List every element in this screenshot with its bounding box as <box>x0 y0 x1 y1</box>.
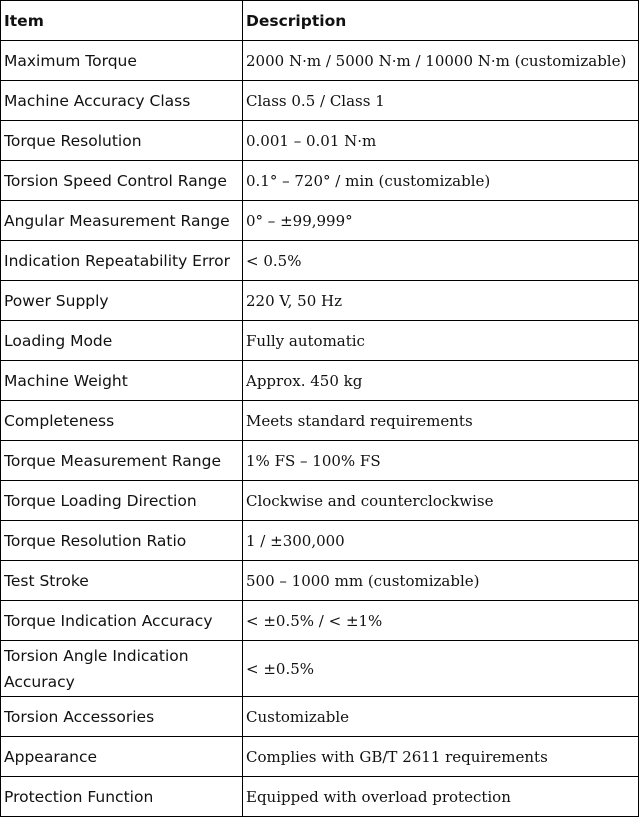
table-row <box>1 777 639 817</box>
table-row <box>1 81 639 121</box>
item-cell: Power Supply <box>1 281 243 321</box>
table-row <box>1 641 639 697</box>
item-cell: Torque Resolution Ratio <box>1 521 243 561</box>
item-cell: Loading Mode <box>1 321 243 361</box>
item-cell: Torque Resolution <box>1 121 243 161</box>
item-cell: Torque Measurement Range <box>1 441 243 481</box>
description-cell: < 0.5% <box>243 241 639 281</box>
description-cell: < ±0.5% <box>243 641 639 697</box>
description-cell: Customizable <box>243 697 639 737</box>
item-cell: Torque Indication Accuracy <box>1 601 243 641</box>
description-cell: 0.001 – 0.01 N·m <box>243 121 639 161</box>
item-cell: Torque Loading Direction <box>1 481 243 521</box>
item-cell: Torsion Angle Indication Accuracy <box>1 641 243 697</box>
description-cell: 1 / ±300,000 <box>243 521 639 561</box>
table-row <box>1 361 639 401</box>
item-cell: Appearance <box>1 737 243 777</box>
description-cell: 2000 N·m / 5000 N·m / 10000 N·m (customizable) <box>243 41 639 81</box>
description-cell: Class 0.5 / Class 1 <box>243 81 639 121</box>
table-row <box>1 281 639 321</box>
description-cell: 1% FS – 100% FS <box>243 441 639 481</box>
description-cell: Equipped with overload protection <box>243 777 639 817</box>
table-row <box>1 121 639 161</box>
header-description: Description <box>243 1 639 41</box>
table-row <box>1 201 639 241</box>
table-row <box>1 241 639 281</box>
table-row <box>1 481 639 521</box>
item-cell: Torsion Accessories <box>1 697 243 737</box>
item-cell: Indication Repeatability Error <box>1 241 243 281</box>
item-cell: Machine Weight <box>1 361 243 401</box>
item-cell: Torsion Speed Control Range <box>1 161 243 201</box>
item-cell: Machine Accuracy Class <box>1 81 243 121</box>
table-row <box>1 521 639 561</box>
table-row <box>1 737 639 777</box>
table-row <box>1 161 639 201</box>
description-cell: 0° – ±99,999° <box>243 201 639 241</box>
table-row <box>1 401 639 441</box>
table-header-row <box>1 1 639 41</box>
item-cell: Angular Measurement Range <box>1 201 243 241</box>
description-cell: Complies with GB/T 2611 requirements <box>243 737 639 777</box>
item-cell: Completeness <box>1 401 243 441</box>
item-cell: Protection Function <box>1 777 243 817</box>
description-cell: 0.1° – 720° / min (customizable) <box>243 161 639 201</box>
table-row <box>1 41 639 81</box>
description-cell: 220 V, 50 Hz <box>243 281 639 321</box>
item-cell: Test Stroke <box>1 561 243 601</box>
table-row <box>1 561 639 601</box>
header-item: Item <box>1 1 243 41</box>
description-cell: Approx. 450 kg <box>243 361 639 401</box>
table-row <box>1 441 639 481</box>
description-cell: < ±0.5% / < ±1% <box>243 601 639 641</box>
description-cell: Fully automatic <box>243 321 639 361</box>
description-cell: Meets standard requirements <box>243 401 639 441</box>
description-cell: 500 – 1000 mm (customizable) <box>243 561 639 601</box>
item-cell: Maximum Torque <box>1 41 243 81</box>
table-row <box>1 601 639 641</box>
table-row <box>1 697 639 737</box>
table-row <box>1 321 639 361</box>
description-cell: Clockwise and counterclockwise <box>243 481 639 521</box>
